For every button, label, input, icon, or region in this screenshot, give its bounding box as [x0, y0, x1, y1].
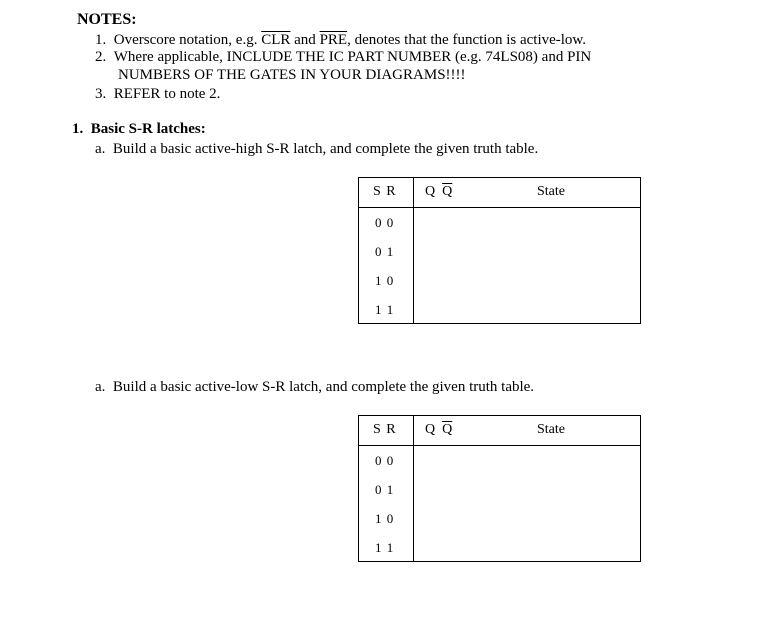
q-bar-label: $\overline{Q}$ [442, 422, 453, 437]
part-a-low [95, 379, 534, 396]
clr-signal: $\overline{CLR}$ [261, 32, 291, 48]
note-text: Where applicable, INCLUDE THE IC PART NUMBER (e.g. 74LS08) and PIN [113, 49, 592, 65]
note-number: 2. [95, 49, 107, 65]
part-text: Build a basic active-low S-R latch, and complete the given truth table. [112, 379, 535, 395]
section-title: Basic S-R latches: [90, 121, 206, 137]
q-label: Q [425, 184, 436, 199]
note-number: 1. [95, 32, 107, 48]
part-letter: a. [95, 379, 106, 395]
q-bar-label: $\overline{Q}$ [442, 184, 453, 199]
header-q [425, 184, 452, 200]
header-sr: S R [373, 422, 397, 437]
table-row: 0 0 [375, 453, 395, 468]
note-text: , denotes that the function is active-low. [347, 32, 587, 48]
truth-table-active-low [358, 415, 641, 562]
note-text: REFER to note 2. [113, 86, 221, 102]
header-state: State [537, 184, 565, 199]
note-text: Overscore notation, e.g. [113, 32, 262, 48]
header-q [425, 422, 452, 438]
table-row: 1 0 [375, 511, 395, 526]
note-item-2 [95, 49, 591, 66]
header-sr: S R [373, 184, 397, 199]
section-number: 1. [72, 121, 84, 137]
truth-table-active-high [358, 177, 641, 324]
note-item-2-continued: NUMBERS OF THE GATES IN YOUR DIAGRAMS!!!! [118, 67, 466, 83]
part-text: Build a basic active-high S-R latch, and complete the given truth table. [112, 141, 539, 157]
header-state: State [537, 422, 565, 437]
note-item-1 [95, 32, 586, 49]
table-row: 0 1 [375, 482, 395, 497]
q-label: Q [425, 422, 436, 437]
pre-signal: $\overline{PRE}$ [319, 32, 348, 48]
table-row: 0 1 [375, 244, 395, 259]
column-divider [413, 416, 414, 561]
table-row: 0 0 [375, 215, 395, 230]
part-letter: a. [95, 141, 106, 157]
section-heading [72, 121, 206, 138]
table-row: 1 0 [375, 273, 395, 288]
table-row: 1 1 [375, 302, 395, 317]
part-a-high [95, 141, 538, 158]
header-divider [359, 445, 640, 446]
table-row: 1 1 [375, 540, 395, 555]
note-text: and [290, 32, 320, 48]
header-divider [359, 207, 640, 208]
note-item-3 [95, 86, 220, 103]
note-number: 3. [95, 86, 107, 102]
notes-heading: NOTES: [77, 11, 137, 28]
column-divider [413, 178, 414, 323]
